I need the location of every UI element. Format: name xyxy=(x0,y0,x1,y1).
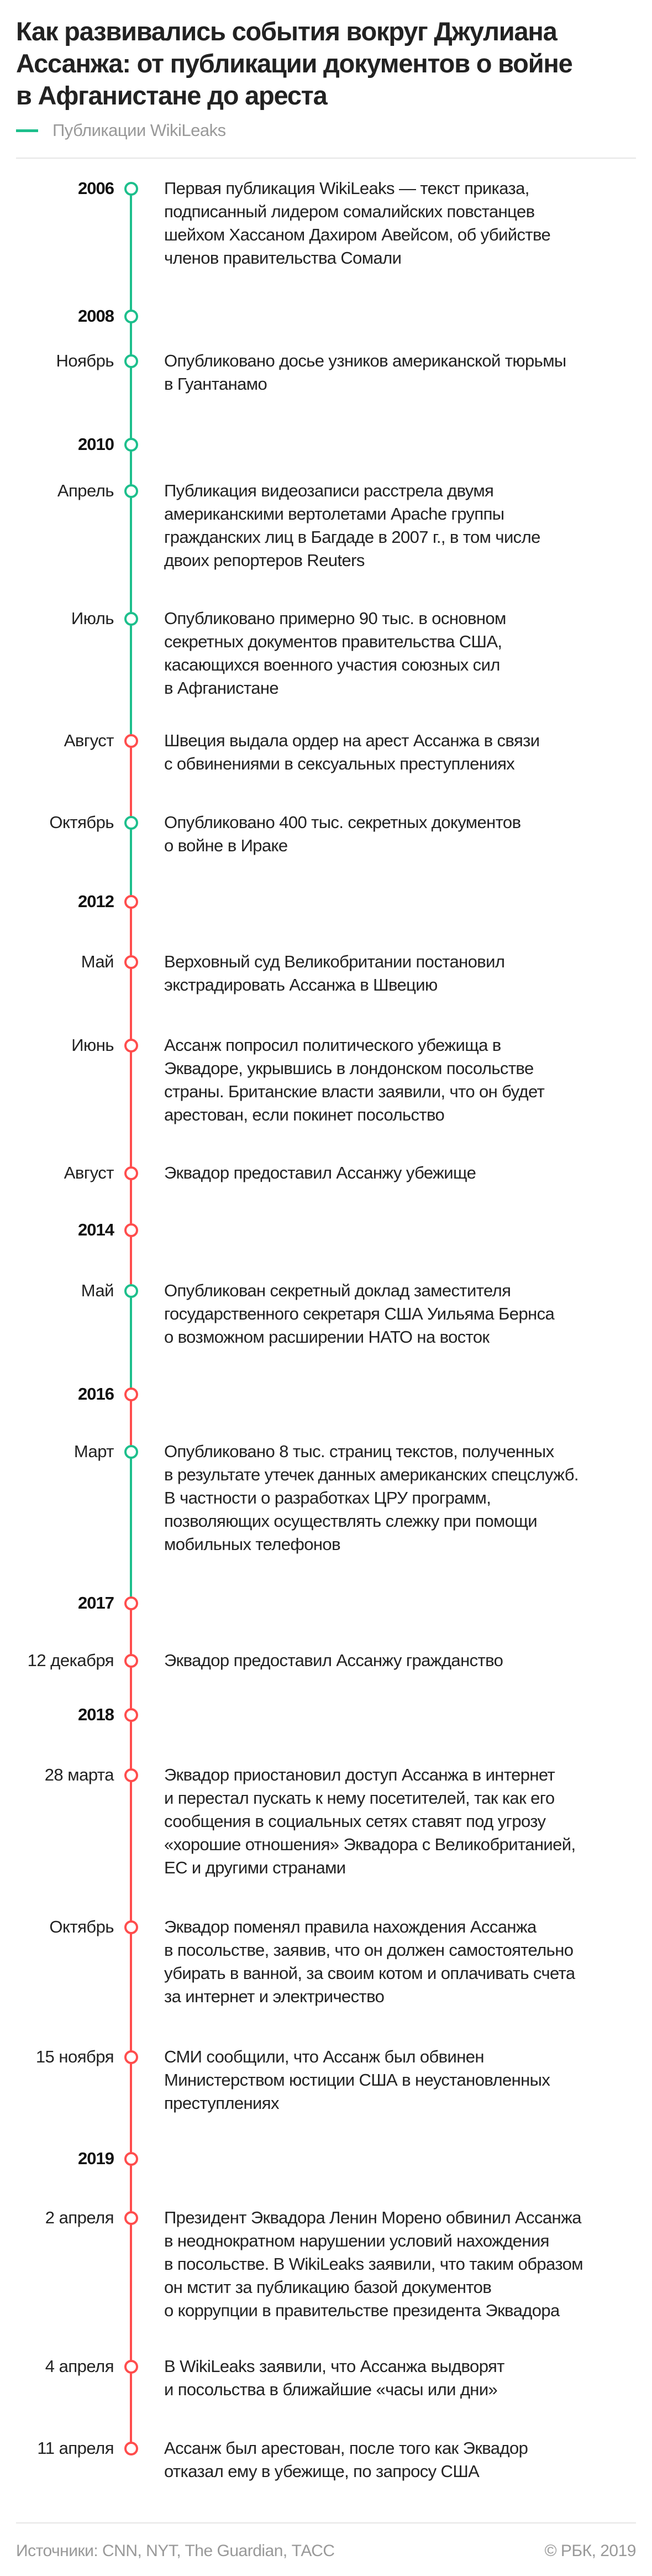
timeline-node-icon xyxy=(124,2211,138,2225)
event-date: Октябрь xyxy=(49,813,114,832)
description-line: мобильных телефонов xyxy=(164,1535,340,1554)
event-description xyxy=(164,1161,476,1185)
timeline-segment xyxy=(130,1775,132,1927)
event-date: 2019 xyxy=(78,2149,114,2168)
timeline-node-icon xyxy=(124,895,138,909)
description-line: В WikiLeaks заявили, что Ассанжа выдворят xyxy=(164,2357,504,2376)
timeline-segment xyxy=(130,1603,132,1661)
event-description xyxy=(164,811,520,857)
event-date: Август xyxy=(64,1163,114,1182)
description-line: Опубликован секретный доклад заместителя xyxy=(164,1281,511,1300)
description-line: Публикация видеозаписи расстрела двумя xyxy=(164,481,494,500)
event-description xyxy=(164,479,540,572)
description-line: и перестал пускать к нему посетителей, так как его xyxy=(164,1788,555,1808)
event-description xyxy=(164,1440,579,1556)
event-description xyxy=(164,1649,503,1672)
timeline-segment xyxy=(130,2159,132,2218)
event-description xyxy=(164,2437,528,2483)
event-description xyxy=(164,1763,575,1879)
top-divider xyxy=(16,158,636,159)
timeline-node-icon xyxy=(124,1768,138,1782)
description-line: Эквадор приостановил доступ Ассанжа в интернет xyxy=(164,1765,555,1784)
timeline-node-icon xyxy=(124,182,138,196)
description-line: государственного секретаря США Уильяма Бернса xyxy=(164,1304,555,1323)
description-line: Эквадоре, укрывшись в лондонском посольстве xyxy=(164,1059,534,1078)
description-line: с обвинениями в сексуальных преступлениях xyxy=(164,754,515,773)
event-date: 2010 xyxy=(78,434,114,454)
bottom-divider xyxy=(16,2522,636,2523)
event-date: 12 декабря xyxy=(27,1651,114,1670)
description-line: двоих репортеров Reuters xyxy=(164,551,365,570)
description-line: Ассанж был арестован, после того как Эквадор xyxy=(164,2438,528,2458)
description-line: Опубликовано 400 тыс. секретных документов xyxy=(164,813,521,832)
description-line: за интернет и электричество xyxy=(164,1987,385,2006)
description-line: касающихся военного участия союзных сил xyxy=(164,655,500,674)
event-description xyxy=(164,177,550,270)
description-line: сообщения в социальных сетях ставят под угрозу xyxy=(164,1811,546,1831)
timeline-node-icon xyxy=(124,1223,138,1237)
timeline-node-icon xyxy=(124,354,138,368)
description-line: Эквадор поменял правила нахождения Ассанжа xyxy=(164,1917,537,1936)
timeline-segment xyxy=(130,619,132,741)
title-line: Как развивались события вокруг Джулиана xyxy=(16,17,557,46)
description-line: Опубликовано 8 тыс. страниц текстов, полученных xyxy=(164,1442,554,1461)
timeline-node-icon xyxy=(124,1388,138,1401)
description-line: «хорошие отношения» Эквадора с Великобританией, xyxy=(164,1835,576,1854)
legend xyxy=(16,121,226,140)
description-line: ЕС и другими странами xyxy=(164,1858,346,1877)
description-line: страны. Британские власти заявили, что он будет xyxy=(164,1082,545,1101)
event-description xyxy=(164,1915,575,2008)
description-line: экстрадировать Ассанжа в Швецию xyxy=(164,975,438,994)
timeline-node-icon xyxy=(124,1596,138,1610)
event-date: Июнь xyxy=(71,1035,114,1055)
sources: Источники: CNN, NYT, The Guardian, ТАСС xyxy=(16,2542,335,2560)
event-description xyxy=(164,950,504,997)
timeline-segment xyxy=(130,2366,132,2448)
event-description xyxy=(164,729,539,776)
description-line: о возможном расширении НАТО на восток xyxy=(164,1327,490,1347)
timeline-segment xyxy=(130,962,132,1045)
description-line: подписанный лидером сомалийских повстанцев xyxy=(164,202,535,221)
timeline-node-icon xyxy=(124,2152,138,2166)
timeline-segment xyxy=(130,1452,132,1603)
event-date: 28 марта xyxy=(44,1765,114,1784)
description-line: преступлениях xyxy=(164,2093,279,2113)
timeline-node-icon xyxy=(124,2442,138,2455)
description-line: в Гуантанамо xyxy=(164,374,267,394)
title-line: Ассанжа: от публикации документов о войне xyxy=(16,49,572,78)
event-description xyxy=(164,2355,504,2401)
event-description xyxy=(164,1034,544,1127)
timeline-node-icon xyxy=(124,1284,138,1298)
timeline-segment xyxy=(130,2057,132,2159)
event-date: Июль xyxy=(71,609,114,628)
timeline-node-icon xyxy=(124,1708,138,1722)
description-line: Опубликовано досье узников американской тюрьмы xyxy=(164,351,566,370)
copyright: © РБК, 2019 xyxy=(544,2542,636,2560)
event-date: 11 апреля xyxy=(37,2438,114,2458)
timeline-segment xyxy=(130,1230,132,1291)
timeline-node-icon xyxy=(124,438,138,452)
timeline-segment xyxy=(130,1394,132,1452)
timeline-segment xyxy=(130,1173,132,1230)
event-date: 2012 xyxy=(78,892,114,911)
timeline-segment xyxy=(130,1045,132,1173)
timeline-segment xyxy=(130,823,132,902)
description-line: Министерством юстиции США в неустановленных xyxy=(164,2070,550,2090)
description-line: американскими вертолетами Apache группы xyxy=(164,504,504,523)
event-date: 15 ноября xyxy=(35,2047,114,2066)
legend-label: Публикации WikiLeaks xyxy=(52,121,226,140)
timeline-segment xyxy=(130,741,132,823)
description-line: Ассанж попросил политического убежища в xyxy=(164,1035,501,1055)
timeline-segment xyxy=(130,2218,132,2366)
event-description xyxy=(164,1279,554,1349)
event-date: 2017 xyxy=(78,1593,114,1612)
timeline-segment xyxy=(130,1291,132,1394)
description-line: Швеция выдала ордер на арест Ассанжа в связи xyxy=(164,731,540,750)
event-description xyxy=(164,607,506,700)
timeline-node-icon xyxy=(124,1445,138,1459)
timeline-node-icon xyxy=(124,734,138,748)
event-date: 2016 xyxy=(78,1384,114,1404)
event-description xyxy=(164,2206,583,2322)
description-line: о войне в Ираке xyxy=(164,836,288,855)
event-date: Май xyxy=(81,1281,114,1300)
event-description xyxy=(164,2045,550,2115)
description-line: секретных документов правительства США, xyxy=(164,632,502,651)
description-line: В частности о разработках ЦРУ программ, xyxy=(164,1488,491,1507)
description-line: в неоднократном нарушении условий нахождения xyxy=(164,2231,549,2250)
event-date: Апрель xyxy=(57,481,114,500)
description-line: шейхом Хассаном Дахиром Авейсом, об убийстве xyxy=(164,225,551,244)
timeline-node-icon xyxy=(124,1039,138,1053)
description-line: позволяющих осуществлять слежку при помощи xyxy=(164,1511,537,1531)
description-line: Верховный суд Великобритании постановил xyxy=(164,952,505,971)
description-line: СМИ сообщили, что Ассанж был обвинен xyxy=(164,2047,484,2066)
description-line: в результате утечек данных американских спецслужб. xyxy=(164,1465,579,1484)
timeline-segment xyxy=(130,361,132,444)
timeline-node-icon xyxy=(124,955,138,969)
title-line: в Афганистане до ареста xyxy=(16,81,327,110)
timeline-node-icon xyxy=(124,612,138,626)
description-line: и посольства в ближайшие «часы или дни» xyxy=(164,2380,498,2399)
description-line: в посольстве, заявив, что он должен самостоятельно xyxy=(164,1940,574,1960)
description-line: он мстит за публикацию базой документов xyxy=(164,2277,492,2297)
description-line: о коррупции в правительстве президента Эквадора xyxy=(164,2301,560,2320)
description-line: убирать в ванной, за своим котом и оплачивать счета xyxy=(164,1964,575,1983)
description-line: в Афганистане xyxy=(164,678,279,698)
event-date: Ноябрь xyxy=(56,351,114,370)
timeline-node-icon xyxy=(124,2360,138,2374)
event-date: 2 апреля xyxy=(45,2208,114,2227)
description-line: Эквадор предоставил Ассанжу убежище xyxy=(164,1163,476,1182)
timeline-node-icon xyxy=(124,310,138,323)
event-date: 4 апреля xyxy=(45,2357,114,2376)
timeline-node-icon xyxy=(124,816,138,830)
event-date: 2006 xyxy=(78,179,114,198)
event-date: Май xyxy=(81,952,114,971)
event-date: Октябрь xyxy=(49,1917,114,1936)
description-line: гражданских лиц в Багдаде в 2007 г., в том числе xyxy=(164,527,540,547)
timeline-segment xyxy=(130,491,132,619)
event-date: 2014 xyxy=(78,1220,114,1239)
timeline-segment xyxy=(130,1715,132,1775)
timeline-node-icon xyxy=(124,1654,138,1668)
description-line: отказал ему в убежище, по запросу США xyxy=(164,2462,480,2481)
event-description xyxy=(164,349,566,396)
event-date: 2018 xyxy=(78,1705,114,1724)
event-date: 2008 xyxy=(78,306,114,326)
description-line: в посольстве. В WikiLeaks заявили, что таким образом xyxy=(164,2254,583,2274)
description-line: Президент Эквадора Ленин Морено обвинил Ассанжа xyxy=(164,2208,581,2227)
legend-swatch xyxy=(16,129,38,132)
timeline-node-icon xyxy=(124,484,138,498)
timeline-node-icon xyxy=(124,2050,138,2064)
timeline-segment xyxy=(130,902,132,962)
timeline-node-icon xyxy=(124,1920,138,1934)
page-title xyxy=(16,15,640,112)
description-line: Опубликовано примерно 90 тыс. в основном xyxy=(164,609,506,628)
description-line: Первая публикация WikiLeaks — текст приказа, xyxy=(164,179,529,198)
timeline-node-icon xyxy=(124,1166,138,1180)
description-line: Эквадор предоставил Ассанжу гражданство xyxy=(164,1651,503,1670)
event-date: Март xyxy=(73,1442,114,1461)
timeline-segment xyxy=(130,1661,132,1715)
event-date: Август xyxy=(64,731,114,750)
timeline-segment xyxy=(130,1927,132,2057)
timeline-segment xyxy=(130,189,132,316)
description-line: арестован, если покинет посольство xyxy=(164,1105,445,1124)
description-line: членов правительства Сомали xyxy=(164,248,402,268)
